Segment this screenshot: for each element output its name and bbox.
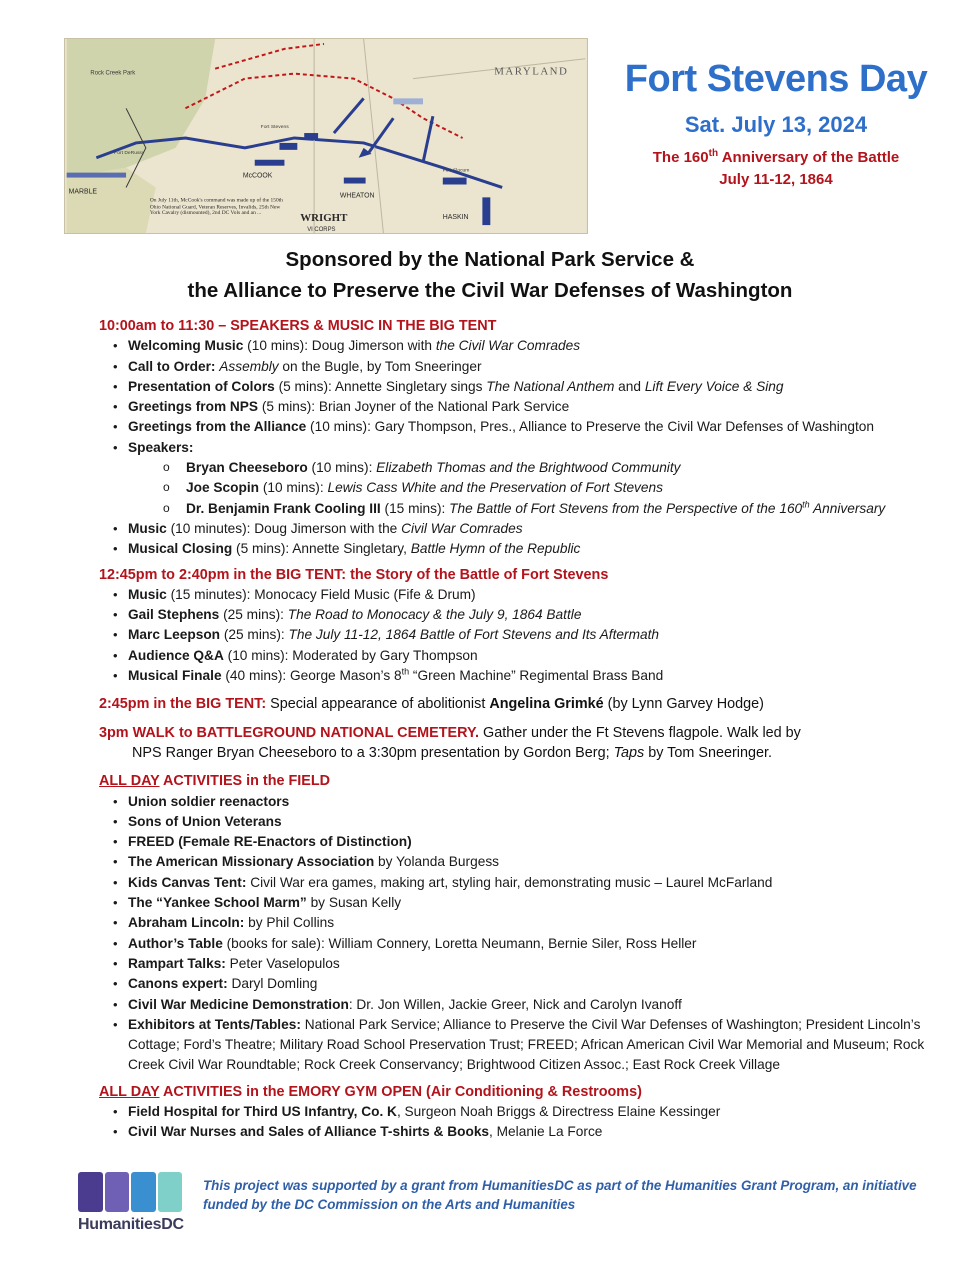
list-item: • Presentation of Colors (5 mins): Annette Singletary sings The National Anthem and Lift Every Voice & Sing	[113, 377, 959, 397]
humanitiesdc-logo	[78, 1172, 188, 1244]
list-item: • FREED (Female RE-Enactors of Distinction)	[113, 832, 959, 852]
section-heading-gym: ACTIVITIES in the EMORY GYM OPEN (Air Conditioning & Restrooms)	[159, 1083, 642, 1100]
schedule-content	[99, 316, 959, 1143]
list-item: • Greetings from the Alliance (10 mins): Gary Thompson, Pres., Alliance to Preserve the Civil War Defenses of Washington	[113, 417, 959, 437]
anniversary-sup: th	[708, 147, 719, 159]
sponsor-line-1: Sponsored by the National Park Service &	[285, 248, 695, 271]
list-item: • Civil War Medicine Demonstration: Dr. Jon Willen, Jackie Greer, Nick and Carolyn Ivanoff	[113, 995, 959, 1015]
list-item: • Audience Q&A (10 mins): Moderated by Gary Thompson	[113, 646, 959, 666]
title-block	[604, 60, 948, 190]
section-heading-story: 12:45pm to 2:40pm in the BIG TENT: the Story of the Battle of Fort Stevens	[99, 566, 609, 583]
anniversary-post: Anniversary of the Battle	[718, 148, 900, 166]
page-title: Fort Stevens Day	[624, 58, 928, 100]
list-item: • Music (10 minutes): Doug Jimerson with the Civil War Comrades	[113, 519, 959, 539]
map-label-haskin: HASKIN	[442, 214, 469, 222]
gym-activities-list	[113, 1102, 959, 1143]
field-activities-list	[113, 792, 959, 1076]
section-field: ALL DAY ACTIVITIES in the FIELD	[99, 773, 331, 790]
list-item: • Gail Stephens (25 mins): The Road to Monocacy & the July 9, 1864 Battle	[113, 605, 959, 625]
list-item: • Rampart Talks: Peter Vaselopulos	[113, 954, 959, 974]
sub-list-item: o Joe Scopin (10 mins): Lewis Cass White and the Preservation of Fort Stevens	[163, 478, 959, 498]
map-label-marble: MARBLE	[68, 188, 98, 196]
list-item: • Union soldier reenactors	[113, 792, 959, 812]
map-label-wheaton: WHEATON	[339, 192, 375, 200]
list-item: • Abraham Lincoln: by Phil Collins	[113, 913, 959, 933]
list-item: • The “Yankee School Marm” by Susan Kelly	[113, 893, 959, 913]
list-item: • Author’s Table (books for sale): William Connery, Loretta Neumann, Bernie Siler, Ross Heller	[113, 934, 959, 954]
map-label-fort-slocum: Fort Slocum	[442, 168, 470, 174]
map-label-maryland: MARYLAND	[494, 65, 569, 78]
map-label-wright: WRIGHT	[300, 212, 348, 225]
section-walk: 3pm WALK to BATTLEGROUND NATIONAL CEMETERY. Gather under the Ft Stevens flagpole. Walk led by	[99, 724, 801, 741]
sponsor-line-2: the Alliance to Preserve the Civil War Defenses of Washington	[187, 279, 793, 302]
sub-list-item: o Dr. Benjamin Frank Cooling III (15 mins): The Battle of Fort Stevens from the Perspective of the 160th Anniversary	[163, 499, 959, 519]
section-heading-field: ACTIVITIES in the FIELD	[159, 773, 331, 790]
event-date: Sat. July 13, 2024	[684, 111, 868, 137]
list-item: • The American Missionary Association by Yolanda Burgess	[113, 852, 959, 872]
list-item: • Field Hospital for Third US Infantry, Co. K, Surgeon Noah Briggs & Directress Elaine Kessinger	[113, 1102, 959, 1122]
list-item: • Kids Canvas Tent: Civil War era games, making art, styling hair, demonstrating music – Laurel McFarland	[113, 873, 959, 893]
list-item: • Sons of Union Veterans	[113, 812, 959, 832]
list-item: • Music (15 minutes): Monocacy Field Music (Fife & Drum)	[113, 585, 959, 605]
walk-continuation: NPS Ranger Bryan Cheeseboro to a 3:30pm presentation by Gordon Berg; Taps by Tom Sneeringer.	[132, 744, 772, 761]
speakers-sublist	[163, 458, 959, 519]
anniversary-line	[604, 147, 948, 191]
list-item: • Call to Order: Assembly on the Bugle, by Tom Sneeringer	[113, 357, 959, 377]
map-caption-note: On July 11th, McCook's command was made up of the 150th Ohio National Guard, Veteran Reserves, Invalids, 25th New York Cavalry (dismounted), 2nd DC Vols and an ...	[149, 197, 283, 217]
list-item: • Welcoming Music (10 mins): Doug Jimerson with the Civil War Comrades	[113, 336, 959, 356]
map-label-rock-creek: Rock Creek Park	[90, 70, 136, 77]
section-heading-walk: 3pm WALK to BATTLEGROUND NATIONAL CEMETERY.	[99, 724, 480, 741]
list-item: • Musical Closing (5 mins): Annette Singletary, Battle Hymn of the Republic	[113, 539, 959, 559]
list-item: • Musical Finale (40 mins): George Mason’s 8th “Green Machine” Regimental Brass Band	[113, 666, 959, 686]
sub-list-item: o Bryan Cheeseboro (10 mins): Elizabeth Thomas and the Brightwood Community	[163, 458, 959, 478]
map-label-fort-derussy: Fort DeRussy	[114, 150, 145, 156]
battle-map-svg	[65, 39, 587, 233]
map-label-mccook: McCOOK	[242, 172, 273, 180]
list-item: • Speakers: o Bryan Cheeseboro (10 mins): Elizabeth Thomas and the Brightwood Community o Joe Scopin (10 mins): Lewis Cass White and the Preservation of Fort Stevens o Dr. Benjamin Frank Cooling III (15 mins): The Battle of Fort Stevens from the Perspective of the 160th Anniversary	[113, 438, 959, 519]
map-label-fort-stevens: Fort Stevens	[260, 125, 289, 131]
speakers-list	[113, 336, 959, 559]
list-item: • Civil War Nurses and Sales of Alliance T-shirts & Books, Melanie La Force	[113, 1122, 959, 1142]
map-label-vi-corps: VI CORPS	[307, 227, 336, 233]
list-item: • Canons expert: Daryl Domling	[113, 974, 959, 994]
list-item: • Marc Leepson (25 mins): The July 11-12, 1864 Battle of Fort Stevens and Its Aftermath	[113, 625, 959, 645]
grant-acknowledgement: This project was supported by a grant from HumanitiesDC as part of the Humanities Grant Program, an initiative funded by the DC Commission on the Arts and Humanities	[203, 1178, 917, 1212]
list-item: • Exhibitors at Tents/Tables: National Park Service; Alliance to Preserve the Civil War Defenses of Washington; President Lincoln’s Cottage; Ford’s Theatre; Military Road School Preservation Trust; FREED; African American Civil War Memorial and Museum; Rock Creek Civil War Roundtable; Rock Creek Conservancy; Brightwood Citizen Assoc.; East Rock Creek Village	[113, 1015, 959, 1076]
section-heading-speakers: 10:00am to 11:30 – SPEAKERS & MUSIC IN THE BIG TENT	[99, 318, 497, 334]
section-gym: ALL DAY ACTIVITIES in the EMORY GYM OPEN (Air Conditioning & Restrooms)	[99, 1083, 642, 1100]
humanitiesdc-logo-mark	[78, 1172, 182, 1212]
sponsor-heading	[0, 244, 980, 306]
battle-dates: July 11-12, 1864	[719, 170, 833, 188]
list-item: • Greetings from NPS (5 mins): Brian Joyner of the National Park Service	[113, 397, 959, 417]
story-list	[113, 585, 959, 686]
humanitiesdc-logo-text: HumanitiesDC	[78, 1216, 184, 1233]
battle-map-image	[64, 38, 588, 234]
section-grimke: 2:45pm in the BIG TENT: Special appearance of abolitionist Angelina Grimké (by Lynn Garvey Hodge)	[99, 696, 764, 713]
anniversary-pre: The 160	[652, 148, 709, 166]
section-heading-grimke: 2:45pm in the BIG TENT:	[99, 696, 267, 713]
